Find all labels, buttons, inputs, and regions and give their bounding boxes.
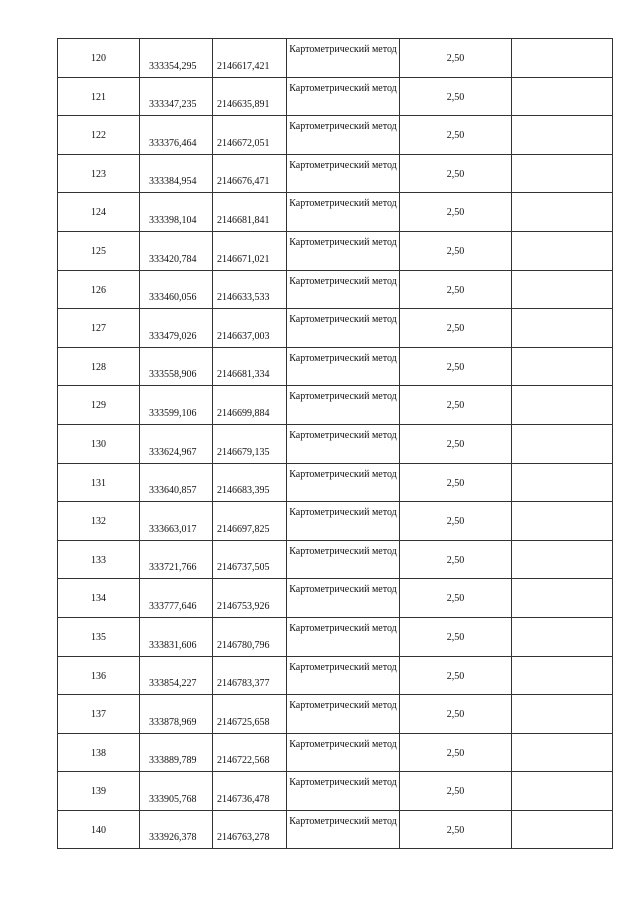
coordinate-y: 2146681,334: [217, 369, 270, 381]
method-text: Картометрический метод: [289, 468, 397, 480]
table-row: [58, 424, 613, 463]
note-cell: [512, 270, 613, 309]
coordinate-y-cell: [213, 77, 287, 116]
method-text: Картометрический метод: [289, 622, 397, 634]
coordinate-x: 333889,789: [149, 755, 197, 767]
method-cell: [287, 733, 400, 772]
accuracy-cell: [400, 463, 512, 502]
coordinate-x-cell: [140, 810, 213, 849]
accuracy-value: 2,50: [446, 245, 465, 257]
method-text: Картометрический метод: [289, 314, 397, 326]
accuracy-value: 2,50: [446, 516, 465, 528]
method-cell: [287, 193, 400, 232]
coordinate-y: 2146635,891: [217, 99, 270, 111]
table-row: [58, 154, 613, 193]
method-text: Картометрический метод: [289, 44, 397, 55]
method-cell: [287, 695, 400, 734]
accuracy-cell: [400, 116, 512, 155]
method-text: Картометрический метод: [289, 236, 397, 248]
note-cell: [512, 733, 613, 772]
point-number: 137: [91, 709, 106, 721]
note-cell: [512, 231, 613, 270]
note-cell: [512, 116, 613, 155]
method-cell: [287, 154, 400, 193]
coordinate-y-cell: [213, 347, 287, 386]
point-number: 139: [91, 786, 106, 798]
table-row: [58, 77, 613, 116]
table-row: [58, 116, 613, 155]
coordinate-y-cell: [213, 540, 287, 579]
point-number: 121: [91, 91, 106, 103]
coordinate-x: 333926,378: [149, 832, 197, 844]
accuracy-value: 2,50: [446, 786, 465, 798]
method-cell: [287, 77, 400, 116]
coordinate-x-cell: [140, 347, 213, 386]
method-cell: [287, 617, 400, 656]
accuracy-cell: [400, 695, 512, 734]
point-number-cell: [58, 39, 140, 78]
accuracy-value: 2,50: [446, 323, 465, 335]
point-number-cell: [58, 77, 140, 116]
coordinate-y-cell: [213, 810, 287, 849]
table-row: [58, 772, 613, 811]
coordinate-x: 333558,906: [149, 369, 197, 381]
coordinate-y-cell: [213, 270, 287, 309]
coordinate-y-cell: [213, 231, 287, 270]
table-row: [58, 193, 613, 232]
point-number: 129: [91, 400, 106, 412]
coordinate-x: 333420,784: [149, 253, 197, 265]
coordinate-y: 2146633,533: [217, 292, 270, 304]
coordinate-y: 2146671,021: [217, 253, 270, 265]
point-number-cell: [58, 695, 140, 734]
method-cell: [287, 540, 400, 579]
note-cell: [512, 386, 613, 425]
method-cell: [287, 309, 400, 348]
method-text: Картометрический метод: [289, 507, 397, 519]
method-text: Картометрический метод: [289, 198, 397, 210]
coordinate-y-cell: [213, 502, 287, 541]
accuracy-value: 2,50: [446, 477, 465, 489]
coordinate-x-cell: [140, 540, 213, 579]
point-number: 126: [91, 284, 106, 296]
method-cell: [287, 424, 400, 463]
accuracy-value: 2,50: [446, 709, 465, 721]
point-number-cell: [58, 810, 140, 849]
method-cell: [287, 463, 400, 502]
method-cell: [287, 502, 400, 541]
coordinate-x: 333384,954: [149, 176, 197, 188]
coordinate-x: 333354,295: [149, 60, 197, 72]
table-row: [58, 463, 613, 502]
table-row: [58, 39, 613, 78]
method-text: Картометрический метод: [289, 429, 397, 441]
coordinate-y: 2146736,478: [217, 793, 270, 805]
coordinate-x-cell: [140, 617, 213, 656]
method-text: Картометрический метод: [289, 777, 397, 789]
coordinate-y: 2146617,421: [217, 60, 270, 72]
coordinate-y: 2146681,841: [217, 214, 270, 226]
method-text: Картометрический метод: [289, 700, 397, 712]
coordinate-x: 333460,056: [149, 292, 197, 304]
point-number: 131: [91, 477, 106, 489]
table-row: [58, 270, 613, 309]
coordinate-x: 333376,464: [149, 137, 197, 149]
coordinate-x: 333905,768: [149, 793, 197, 805]
accuracy-cell: [400, 77, 512, 116]
accuracy-value: 2,50: [446, 670, 465, 682]
note-cell: [512, 579, 613, 618]
coordinate-x-cell: [140, 424, 213, 463]
coordinate-y: 2146753,926: [217, 600, 270, 612]
method-text: Картометрический метод: [289, 815, 397, 827]
method-text: Картометрический метод: [289, 82, 397, 94]
point-number-cell: [58, 154, 140, 193]
coordinate-y: 2146780,796: [217, 639, 270, 651]
accuracy-cell: [400, 193, 512, 232]
method-text: Картометрический метод: [289, 545, 397, 557]
point-number-cell: [58, 270, 140, 309]
coordinate-y: 2146676,471: [217, 176, 270, 188]
accuracy-value: 2,50: [446, 593, 465, 605]
method-cell: [287, 386, 400, 425]
accuracy-cell: [400, 540, 512, 579]
note-cell: [512, 772, 613, 811]
coordinate-x: 333347,235: [149, 99, 197, 111]
accuracy-cell: [400, 772, 512, 811]
coordinate-y: 2146637,003: [217, 330, 270, 342]
note-cell: [512, 695, 613, 734]
accuracy-value: 2,50: [446, 631, 465, 643]
point-number: 140: [91, 824, 106, 836]
accuracy-value: 2,50: [446, 53, 465, 64]
coordinate-x-cell: [140, 231, 213, 270]
point-number-cell: [58, 617, 140, 656]
accuracy-value: 2,50: [446, 747, 465, 759]
coordinate-x: 333831,606: [149, 639, 197, 651]
coordinate-y-cell: [213, 772, 287, 811]
coordinate-x-cell: [140, 463, 213, 502]
coordinate-x-cell: [140, 77, 213, 116]
point-number-cell: [58, 193, 140, 232]
note-cell: [512, 617, 613, 656]
method-cell: [287, 347, 400, 386]
coordinate-x: 333663,017: [149, 523, 197, 535]
table-row: [58, 810, 613, 849]
point-number: 130: [91, 438, 106, 450]
table-row: [58, 347, 613, 386]
point-number: 127: [91, 323, 106, 335]
table-row: [58, 540, 613, 579]
coordinate-y: 2146683,395: [217, 485, 270, 497]
note-cell: [512, 347, 613, 386]
accuracy-cell: [400, 270, 512, 309]
point-number: 135: [91, 631, 106, 643]
coordinate-x: 333599,106: [149, 407, 197, 419]
coordinate-y-cell: [213, 463, 287, 502]
point-number: 132: [91, 516, 106, 528]
accuracy-cell: [400, 733, 512, 772]
point-number-cell: [58, 772, 140, 811]
point-number: 136: [91, 670, 106, 682]
coordinate-y-cell: [213, 39, 287, 78]
point-number: 122: [91, 130, 106, 142]
note-cell: [512, 154, 613, 193]
method-cell: [287, 810, 400, 849]
accuracy-cell: [400, 231, 512, 270]
accuracy-value: 2,50: [446, 554, 465, 566]
coordinate-x: 333777,646: [149, 600, 197, 612]
method-cell: [287, 270, 400, 309]
point-number-cell: [58, 116, 140, 155]
note-cell: [512, 656, 613, 695]
coordinate-y: 2146725,658: [217, 716, 270, 728]
method-text: Картометрический метод: [289, 584, 397, 596]
note-cell: [512, 77, 613, 116]
method-text: Картометрический метод: [289, 661, 397, 673]
point-number-cell: [58, 309, 140, 348]
coordinates-table-body: [58, 39, 613, 849]
table-row: [58, 733, 613, 772]
coordinate-y-cell: [213, 154, 287, 193]
coordinate-y-cell: [213, 386, 287, 425]
method-text: Картометрический метод: [289, 352, 397, 364]
coordinate-x-cell: [140, 733, 213, 772]
accuracy-value: 2,50: [446, 284, 465, 296]
accuracy-value: 2,50: [446, 361, 465, 373]
point-number-cell: [58, 424, 140, 463]
note-cell: [512, 463, 613, 502]
accuracy-cell: [400, 154, 512, 193]
coordinate-y-cell: [213, 193, 287, 232]
coordinate-x-cell: [140, 116, 213, 155]
coordinate-y: 2146722,568: [217, 755, 270, 767]
method-cell: [287, 656, 400, 695]
coordinate-y: 2146697,825: [217, 523, 270, 535]
coordinate-x-cell: [140, 270, 213, 309]
method-text: Картометрический метод: [289, 738, 397, 750]
coordinate-y-cell: [213, 733, 287, 772]
point-number: 124: [91, 207, 106, 219]
note-cell: [512, 540, 613, 579]
coordinate-x-cell: [140, 502, 213, 541]
note-cell: [512, 810, 613, 849]
coordinate-x: 333398,104: [149, 214, 197, 226]
accuracy-value: 2,50: [446, 91, 465, 103]
coordinate-y-cell: [213, 116, 287, 155]
coordinate-y-cell: [213, 424, 287, 463]
coordinate-x-cell: [140, 193, 213, 232]
accuracy-value: 2,50: [446, 400, 465, 412]
coordinate-y: 2146699,884: [217, 407, 270, 419]
point-number-cell: [58, 656, 140, 695]
method-cell: [287, 772, 400, 811]
accuracy-cell: [400, 617, 512, 656]
coordinate-y-cell: [213, 656, 287, 695]
accuracy-cell: [400, 309, 512, 348]
coordinate-y: 2146672,051: [217, 137, 270, 149]
note-cell: [512, 502, 613, 541]
accuracy-value: 2,50: [446, 824, 465, 836]
coordinates-table: [57, 38, 613, 849]
accuracy-cell: [400, 386, 512, 425]
point-number: 134: [91, 593, 106, 605]
coordinate-x-cell: [140, 695, 213, 734]
coordinate-y-cell: [213, 695, 287, 734]
point-number-cell: [58, 733, 140, 772]
table-row: [58, 309, 613, 348]
accuracy-cell: [400, 347, 512, 386]
accuracy-cell: [400, 502, 512, 541]
table-row: [58, 231, 613, 270]
coordinate-y: 2146737,505: [217, 562, 270, 574]
coordinate-x-cell: [140, 772, 213, 811]
point-number-cell: [58, 463, 140, 502]
method-text: Картометрический метод: [289, 391, 397, 403]
point-number: 120: [91, 53, 106, 64]
coordinate-y: 2146783,377: [217, 678, 270, 690]
point-number-cell: [58, 231, 140, 270]
accuracy-value: 2,50: [446, 168, 465, 180]
coordinate-x: 333878,969: [149, 716, 197, 728]
accuracy-cell: [400, 579, 512, 618]
accuracy-cell: [400, 656, 512, 695]
table-row: [58, 579, 613, 618]
table-row: [58, 695, 613, 734]
accuracy-value: 2,50: [446, 207, 465, 219]
coordinate-y-cell: [213, 579, 287, 618]
point-number: 138: [91, 747, 106, 759]
coordinate-x-cell: [140, 386, 213, 425]
coordinate-x-cell: [140, 154, 213, 193]
note-cell: [512, 309, 613, 348]
coordinate-y: 2146763,278: [217, 832, 270, 844]
point-number: 128: [91, 361, 106, 373]
coordinate-x-cell: [140, 309, 213, 348]
accuracy-value: 2,50: [446, 438, 465, 450]
point-number: 123: [91, 168, 106, 180]
coordinate-x-cell: [140, 579, 213, 618]
coordinate-y: 2146679,135: [217, 446, 270, 458]
note-cell: [512, 39, 613, 78]
note-cell: [512, 193, 613, 232]
accuracy-cell: [400, 810, 512, 849]
point-number-cell: [58, 386, 140, 425]
note-cell: [512, 424, 613, 463]
table-row: [58, 502, 613, 541]
point-number: 125: [91, 245, 106, 257]
accuracy-value: 2,50: [446, 130, 465, 142]
accuracy-cell: [400, 424, 512, 463]
coordinate-x: 333640,857: [149, 485, 197, 497]
method-cell: [287, 39, 400, 78]
point-number-cell: [58, 347, 140, 386]
table-row: [58, 656, 613, 695]
method-cell: [287, 231, 400, 270]
table-row: [58, 386, 613, 425]
method-cell: [287, 579, 400, 618]
coordinate-x: 333479,026: [149, 330, 197, 342]
method-text: Картометрический метод: [289, 275, 397, 287]
coordinate-y-cell: [213, 617, 287, 656]
point-number-cell: [58, 579, 140, 618]
coordinate-x: 333721,766: [149, 562, 197, 574]
method-text: Картометрический метод: [289, 121, 397, 133]
method-cell: [287, 116, 400, 155]
accuracy-cell: [400, 39, 512, 78]
coordinate-x-cell: [140, 39, 213, 78]
point-number-cell: [58, 540, 140, 579]
table-row: [58, 617, 613, 656]
coordinate-x: 333854,227: [149, 678, 197, 690]
point-number-cell: [58, 502, 140, 541]
coordinate-x: 333624,967: [149, 446, 197, 458]
method-text: Картометрический метод: [289, 159, 397, 171]
coordinate-y-cell: [213, 309, 287, 348]
point-number: 133: [91, 554, 106, 566]
coordinate-x-cell: [140, 656, 213, 695]
